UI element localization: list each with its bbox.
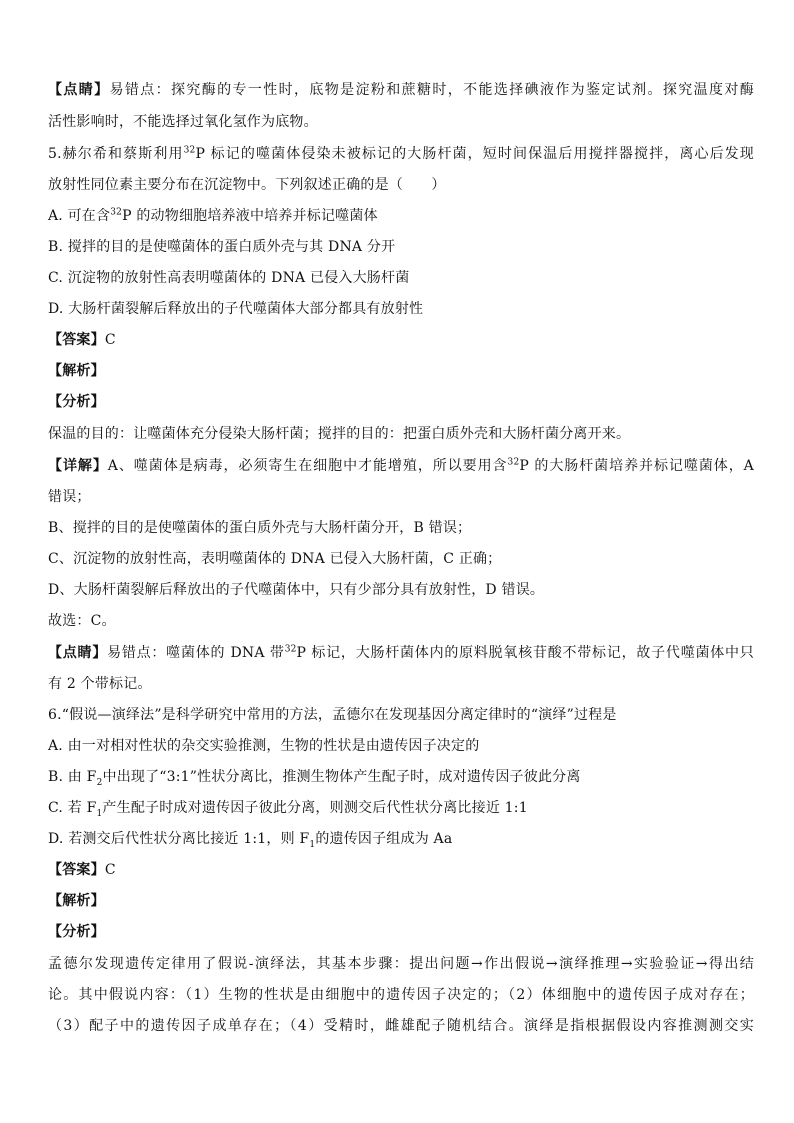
q5-fenxi-heading: 【分析】 [48, 394, 105, 410]
q6-option-a: A. 由一对相对性状的杂交实验推测，生物的性状是由遗传因子决定的 [48, 738, 480, 754]
subscript-2: 2 [96, 777, 103, 788]
q5-detail-d: D、大肠杆菌裂解后释放出的子代噬菌体中，只有少部分具有放射性，D 错误。 [48, 582, 545, 598]
detail-a-part: P 的大肠杆菌培养并标记噬菌体，A [519, 458, 754, 474]
q5-jiexi-heading: 【解析】 [48, 363, 105, 379]
q6-stem: 6.“假说—演绎法”是科学研究中常用的方法，孟德尔在发现基因分离定律时的“演绎”过程是 [48, 707, 617, 723]
detail-tag: 【详解】 [48, 458, 108, 474]
q5-answer [48, 330, 754, 350]
superscript-32: 32 [284, 644, 297, 655]
q5-stem-part: P 标记的噬菌体侵染未被标记的大肠杆菌，短时间保温后用搅拌器搅拌，离心后发现 [195, 146, 755, 162]
q5-dianjing-line1 [48, 643, 754, 663]
q5-detail-a-line1 [48, 456, 754, 476]
q5-detail-c: C、沉淀物的放射性高，表明噬菌体的 DNA 已侵入大肠杆菌，C 正确； [48, 551, 502, 567]
q5-stem-part: 5.赫尔希和蔡斯利用 [48, 146, 184, 162]
dianjing-text: 易错点：探究酶的专一性时，底物是淀粉和蔗糖时，不能选择碘液作为鉴定试剂。探究温度对酶 [109, 82, 754, 98]
answer-tag: 【答案】 [48, 862, 105, 878]
subscript-1: 1 [96, 808, 103, 819]
q5-stem-line2: 放射性同位素主要分布在沉淀物中。下列叙述正确的是（ ） [48, 177, 446, 193]
detail-a-part: A、噬菌体是病毒，必须寄生在细胞中才能增殖，所以要用含 [107, 458, 508, 474]
q6-answer [48, 860, 754, 880]
q6-analysis-line2: 论。其中假说内容：（1）生物的性状是由细胞中的遗传因子决定的；（2）体细胞中的遗传因子成对存在； [48, 987, 754, 1003]
dianjing-tag: 【点睛】 [48, 645, 108, 661]
q6-option-d [48, 829, 754, 849]
q5-stem-line1 [48, 144, 754, 164]
q6-option-b-part: B. 由 F [48, 769, 97, 785]
q6-option-d-part: D. 若测交后代性状分离比接近 1:1，则 F [48, 831, 310, 847]
answer-value: C [104, 862, 116, 878]
q5-analysis: 保温的目的：让噬菌体充分侵染大肠杆菌；搅拌的目的：把蛋白质外壳和大肠杆菌分离开来。 [48, 426, 631, 442]
top-dianjing-line1 [48, 80, 754, 100]
superscript-32: 32 [507, 457, 520, 468]
superscript-32: 32 [110, 207, 123, 218]
q6-analysis-line3: （3）配子中的遗传因子成单存在；（4）受精时，雌雄配子随机结合。演绎是指根据假设内容推测测交实 [48, 1018, 754, 1034]
dianjing-tag: 【点睛】 [48, 82, 110, 98]
top-dianjing-line2: 活性影响时，不能选择过氧化氢作为底物。 [48, 114, 318, 130]
q6-option-d-part: 的遗传因子组成为 Aa [315, 831, 453, 847]
q5-option-a-part: P 的动物细胞培养液中培养并标记噬菌体 [122, 208, 378, 224]
q5-option-a-part: A. 可在含 [48, 208, 111, 224]
q6-option-b [48, 767, 754, 787]
dianjing-part: 易错点：噬菌体的 DNA 带 [107, 645, 285, 661]
q5-detail-b: B、搅拌的目的是使噬菌体的蛋白质外壳与大肠杆菌分开，B 错误； [48, 520, 472, 536]
subscript-1: 1 [309, 839, 316, 850]
q6-jiexi-heading: 【解析】 [48, 893, 105, 909]
answer-tag: 【答案】 [48, 332, 105, 348]
q5-option-b: B. 搅拌的目的是使噬菌体的蛋白质外壳与其 DNA 分开 [48, 239, 396, 255]
q6-analysis-line1: 孟德尔发现遗传定律用了假说-演绎法，其基本步骤：提出问题→作出假说→演绎推理→实验验证→得出结 [48, 956, 754, 972]
q6-option-c [48, 798, 754, 818]
q5-detail-a-line2: 错误； [48, 489, 91, 505]
q6-option-c-part: 产生配子时成对遗传因子彼此分离，则测交后代性状分离比接近 1:1 [102, 800, 528, 816]
q6-option-b-part: 中出现了“3:1”性状分离比，推测生物体产生配子时，成对遗传因子彼此分离 [102, 769, 581, 785]
q5-dianjing-line2: 有 2 个带标记。 [48, 676, 152, 692]
dianjing-part: P 标记，大肠杆菌体内的原料脱氧核苷酸不带标记，故子代噬菌体中只 [296, 645, 754, 661]
q5-option-d: D. 大肠杆菌裂解后释放出的子代噬菌体大部分都具有放射性 [48, 301, 424, 317]
q5-option-c: C. 沉淀物的放射性高表明噬菌体的 DNA 已侵入大肠杆菌 [48, 270, 410, 286]
q6-option-c-part: C. 若 F [48, 800, 97, 816]
superscript-32: 32 [183, 145, 196, 156]
answer-value: C [104, 332, 116, 348]
q5-option-a [48, 206, 754, 226]
q5-choose: 故选：C。 [48, 613, 116, 629]
q6-fenxi-heading: 【分析】 [48, 924, 105, 940]
